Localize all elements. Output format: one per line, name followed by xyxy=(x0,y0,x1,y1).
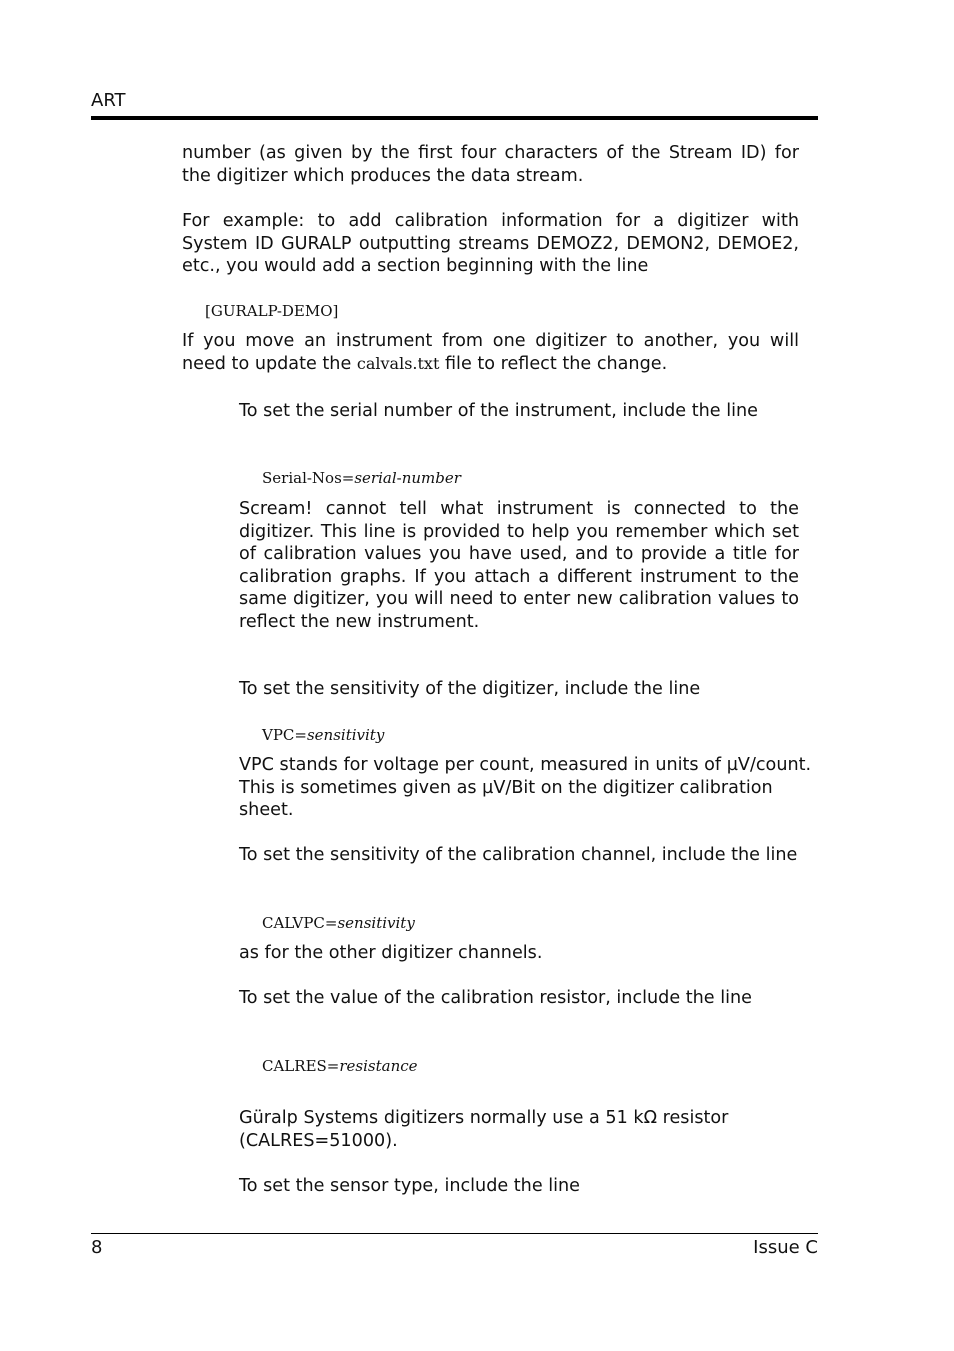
calvals-filename: calvals.txt xyxy=(356,353,440,373)
paragraph-vpc-definition: VPC stands for voltage per count, measured in units of µV/count. This is sometimes given as µV/Bit on the digitizer calibration sheet. xyxy=(239,755,812,820)
header-rule xyxy=(91,116,818,120)
footer-rule xyxy=(91,1233,818,1234)
running-header: ART xyxy=(91,90,126,111)
code-key: CALRES= xyxy=(262,1057,340,1075)
paragraph-calibration-channel: To set the sensitivity of the calibration channel, include the line xyxy=(239,845,798,865)
paragraph-digitizer-sensitivity: To set the sensitivity of the digitizer, include the line xyxy=(239,679,701,699)
code-argument: serial xyxy=(354,469,397,487)
page-number: 8 xyxy=(91,1237,103,1258)
code-line-vpc xyxy=(262,725,384,745)
paragraph-sensor-type: To set the sensor type, include the line xyxy=(239,1176,580,1196)
code-argument: number xyxy=(401,469,461,487)
paragraph-move-instrument xyxy=(182,330,799,375)
paragraph-stream-id: number (as given by the first four characters of the Stream ID) for the digitizer which produces the data stream. xyxy=(182,143,799,186)
paragraph-text: If you move an instrument from one digitizer to another, you will need to update the xyxy=(182,331,799,374)
code-argument: resistance xyxy=(339,1057,418,1075)
code-line-calvpc xyxy=(262,913,415,933)
paragraph-guralp-resistor: Güralp Systems digitizers normally use a 51 kΩ resistor (CALRES=51000). xyxy=(239,1108,729,1151)
code-line-serial-nos xyxy=(262,468,461,488)
code-key: Serial-Nos= xyxy=(262,469,355,487)
code-key: CALVPC= xyxy=(262,914,338,932)
code-line-guralp-demo: [GURALP-DEMO] xyxy=(205,302,339,320)
paragraph-other-channels: as for the other digitizer channels. xyxy=(239,943,543,963)
code-argument: sensitivity xyxy=(306,726,385,744)
paragraph-calibration-resistor: To set the value of the calibration resistor, include the line xyxy=(239,988,752,1008)
paragraph-example: For example: to add calibration information for a digitizer with System ID GURALP outputting streams DEMOZ2, DEMON2, DEMOE2, etc., you would add a section beginning with the line xyxy=(182,211,799,276)
paragraph-scream-instrument: Scream! cannot tell what instrument is connected to the digitizer. This line is provided to help you remember which set of calibration values you have used, and to provide a title for calibration graphs. If you attach a different instrument to the same digitizer, you will need to enter new calibration values to reflect the new instrument. xyxy=(239,499,799,632)
issue-label: Issue C xyxy=(753,1237,818,1258)
paragraph-text: file to reflect the change. xyxy=(439,353,668,374)
code-dash: - xyxy=(396,469,402,487)
code-key: VPC= xyxy=(262,726,307,744)
code-argument: sensitivity xyxy=(337,914,415,932)
paragraph-serial-number: To set the serial number of the instrument, include the line xyxy=(239,401,758,421)
code-line-calres xyxy=(262,1056,418,1076)
